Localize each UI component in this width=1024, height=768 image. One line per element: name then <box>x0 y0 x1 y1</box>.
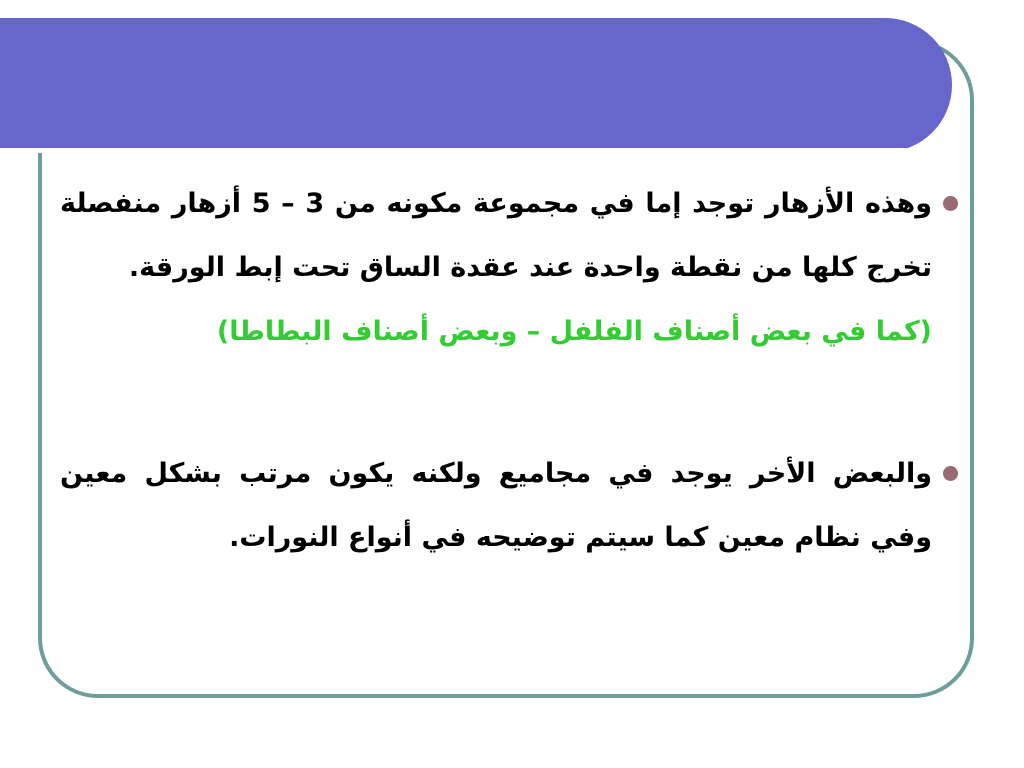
slide-body <box>60 172 958 570</box>
example-note: (كما في بعض أصناف الفلفل – وبعض أصناف البطاطا) <box>216 316 932 347</box>
bullet-dot-icon <box>943 196 958 211</box>
bullet-dot-icon <box>943 466 958 481</box>
paragraph-1-text: وهذه الأزهار توجد إما في مجموعة مكونه من 3 – 5 أزهار منفصلة تخرج كلها من نقطة واحدة عند عقدة الساق تحت إبط الورقة. <box>60 188 932 283</box>
bullet-paragraph-1 <box>60 172 958 300</box>
paragraph-2-text: والبعض الأخر يوجد في مجاميع ولكنه يكون مرتب بشكل معين وفي نظام معين كما سيتم توضيحه في أنواع النورات. <box>60 458 932 553</box>
bullet-paragraph-2 <box>60 442 958 570</box>
title-underline <box>0 148 906 153</box>
title-band <box>0 18 952 152</box>
